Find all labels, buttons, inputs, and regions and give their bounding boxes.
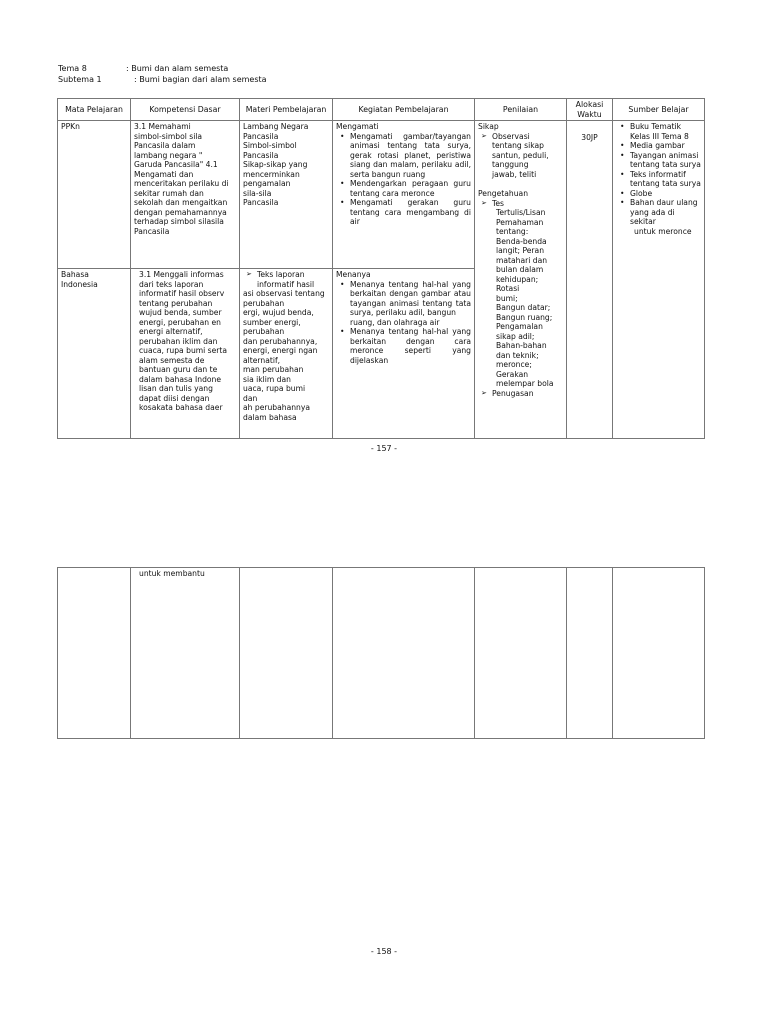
empty-cell — [240, 568, 333, 739]
kd-continued: untuk membantu — [131, 568, 240, 739]
list-item: ➢ Penugasan — [492, 389, 563, 398]
list-item: • Bahan daur ulang yang ada di sekitar — [630, 198, 701, 226]
list-item: • Menanya tentang hal-hal yang berkaitan dengan gambar atau tayangan animasi tentang tata surya, perilaku adil, bangun ruang, dan olahraga air — [350, 280, 471, 327]
sumber-tail: untuk meronce — [634, 226, 692, 236]
empty-cell — [475, 568, 567, 739]
sikap-list — [478, 132, 563, 179]
kegiatan-ppkn — [333, 121, 475, 269]
kegiatan-title: Mengamati — [336, 122, 379, 132]
syllabus-table-continued — [57, 567, 705, 739]
kd-bindo: 3.1 Menggali informas dari teks laporan informatif hasil observ tentang perubahan wujud benda, sumber energi, perubahan en energi alternatif, perubahan iklim dan cuaca, rupa bumi serta alam semesta de bantuan guru dan te dalam bahasa Indone lisan dan tulis yang dapat diisi dengan kosakata bahasa daer — [131, 269, 240, 439]
list-item: • Buku Tematik Kelas III Tema 8 — [630, 122, 701, 141]
list-item: • Menanya tentang hal-hal yang berkaitan dengan cara meronce seperti yang dijelaskan — [350, 327, 471, 365]
column-header: Kegiatan Pembelajaran — [333, 99, 475, 121]
kegiatan-list — [336, 132, 471, 227]
list-item: • Mengamati gambar/tayangan animasi tentang tata surya, gerak rotasi planet, peristiwa siang dan malam, perilaku adil, serta bangun ruang — [350, 132, 471, 179]
list-item: • Teks informatif tentang tata surya — [630, 170, 701, 189]
page-number: - 157 - — [370, 444, 398, 453]
materi-list — [243, 270, 329, 289]
table-header-row — [58, 99, 705, 121]
list-item: • Globe — [630, 189, 701, 198]
empty-cell — [613, 568, 705, 739]
page-number: - 158 - — [370, 947, 398, 956]
tema-label: Tema 8 — [58, 64, 87, 73]
syllabus-table — [57, 98, 705, 439]
list-item: • Media gambar — [630, 141, 701, 150]
document-header — [58, 63, 267, 85]
mapel-bindo: Bahasa Indonesia — [58, 269, 131, 439]
subtema-row — [58, 74, 267, 85]
kegiatan-bindo — [333, 269, 475, 439]
empty-cell — [58, 568, 131, 739]
tes-label: ➢ Tes — [492, 198, 504, 208]
tema-row — [58, 63, 267, 74]
column-header: Alokasi Waktu — [567, 99, 613, 121]
kegiatan-title: Menanya — [336, 270, 371, 280]
tema-value: : Bumi dan alam semesta — [126, 64, 229, 73]
tes-detail: Tertulis/Lisan Pemahaman tentang: Benda-benda langit; Peran matahari dan bulan dalam kehidupan; Rotasi bumi; Bangun datar; Bangun ruang; Pengamalan sikap adil; Bahan-bahan dan teknik; meronce; Gerakan melempar bola — [496, 208, 554, 389]
column-header: Kompetensi Dasar — [131, 99, 240, 121]
table-row — [58, 568, 705, 739]
sikap-title: Sikap — [478, 122, 499, 132]
pengetahuan-list — [478, 199, 563, 398]
pengetahuan-title: Pengetahuan — [478, 189, 529, 199]
table-row — [58, 121, 705, 269]
sumber-cell — [613, 121, 705, 439]
alokasi-cell: 30JP — [567, 121, 613, 439]
list-item: ➢ Observasi tentang sikap santun, peduli, tanggung jawab, teliti — [492, 132, 563, 179]
materi-rest: asi observasi tentang perubahan ergi, wujud benda, sumber energi, perubahan dan perubahannya, energi, energi ngan alternatif, man perubahan sia iklim dan uaca, rupa bumi dan ah perubahannya dalam bahasa — [243, 289, 325, 422]
column-header: Penilaian — [475, 99, 567, 121]
list-item: ➢ Teks laporan informatif hasil — [257, 270, 329, 289]
list-item: • Mendengarkan peragaan guru tentang cara meronce — [350, 179, 471, 198]
penilaian-cell — [475, 121, 567, 439]
empty-cell — [567, 568, 613, 739]
subtema-value: : Bumi bagian dari alam semesta — [134, 75, 267, 84]
column-header: Materi Pembelajaran — [240, 99, 333, 121]
list-item — [492, 199, 563, 389]
list-item: • Mengamati gerakan guru tentang cara mengambang di air — [350, 198, 471, 226]
materi-bindo — [240, 269, 333, 439]
mapel-ppkn: PPKn — [58, 121, 131, 269]
subtema-label: Subtema 1 — [58, 75, 102, 84]
kd-ppkn: 3.1 Memahami simbol-simbol sila Pancasila dalam lambang negara " Garuda Pancasila" 4.1 Mengamati dan menceritakan perilaku di sekitar rumah dan sekolah dan mengaitkan dengan pemahamannya terhadap simbol silasila Pancasila — [131, 121, 240, 269]
empty-cell — [333, 568, 475, 739]
materi-ppkn: Lambang Negara Pancasila Simbol-simbol Pancasila Sikap-sikap yang mencerminkan pengamalan sila-sila Pancasila — [240, 121, 333, 269]
list-item: • Tayangan animasi tentang tata surya — [630, 151, 701, 170]
column-header: Mata Pelajaran — [58, 99, 131, 121]
sumber-list — [616, 122, 701, 226]
kegiatan-list — [336, 280, 471, 365]
column-header: Sumber Belajar — [613, 99, 705, 121]
